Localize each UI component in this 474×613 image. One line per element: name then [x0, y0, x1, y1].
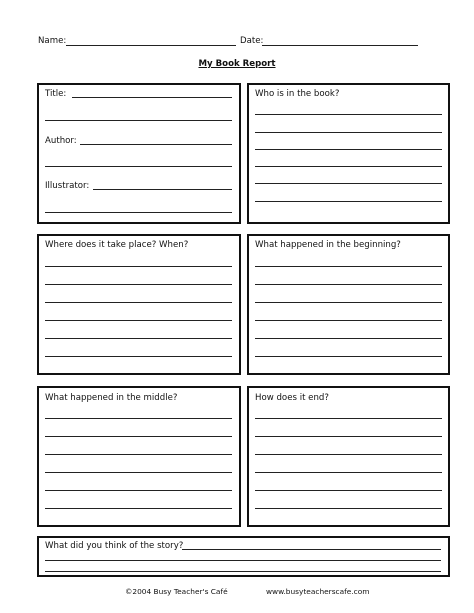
answer-line[interactable]: [45, 284, 232, 285]
author-field-line[interactable]: [80, 144, 232, 145]
answer-line[interactable]: [255, 454, 442, 455]
answer-line[interactable]: [45, 571, 441, 572]
answer-line[interactable]: [255, 508, 442, 509]
who-prompt: Who is in the book?: [255, 89, 340, 99]
answer-line[interactable]: [255, 320, 442, 321]
answer-line[interactable]: [255, 302, 442, 303]
copyright-text: ©2004 Busy Teacher's Café: [125, 587, 228, 596]
title-label: Title:: [45, 89, 67, 99]
answer-line[interactable]: [45, 266, 232, 267]
title-field-line[interactable]: [72, 97, 232, 98]
middle-prompt: What happened in the middle?: [45, 393, 178, 403]
answer-line[interactable]: [45, 490, 232, 491]
answer-line[interactable]: [255, 356, 442, 357]
answer-line[interactable]: [255, 132, 442, 133]
answer-line[interactable]: [45, 436, 232, 437]
end-prompt: How does it end?: [255, 393, 329, 403]
answer-line[interactable]: [45, 320, 232, 321]
answer-line[interactable]: [45, 302, 232, 303]
answer-line[interactable]: [45, 418, 232, 419]
answer-line[interactable]: [255, 149, 442, 150]
answer-line[interactable]: [255, 266, 442, 267]
answer-line[interactable]: [45, 356, 232, 357]
answer-line[interactable]: [45, 560, 441, 561]
answer-line[interactable]: [255, 436, 442, 437]
answer-line[interactable]: [182, 549, 441, 550]
answer-line[interactable]: [255, 201, 442, 202]
where-prompt: Where does it take place? When?: [45, 240, 189, 250]
setting-box: [37, 234, 241, 375]
name-field-line[interactable]: [66, 45, 236, 46]
answer-line[interactable]: [255, 284, 442, 285]
author-label: Author:: [45, 136, 77, 146]
beginning-box: [247, 234, 450, 375]
characters-box: [247, 83, 450, 224]
answer-line[interactable]: [255, 114, 442, 115]
answer-line[interactable]: [45, 338, 232, 339]
answer-line[interactable]: [255, 472, 442, 473]
author-field-line-2[interactable]: [45, 166, 232, 167]
answer-line[interactable]: [255, 183, 442, 184]
answer-line[interactable]: [45, 508, 232, 509]
illustrator-field-line[interactable]: [93, 189, 232, 190]
middle-box: [37, 386, 241, 527]
beginning-prompt: What happened in the beginning?: [255, 240, 401, 250]
answer-line[interactable]: [255, 338, 442, 339]
answer-line[interactable]: [255, 418, 442, 419]
date-field-line[interactable]: [262, 45, 418, 46]
title-field-line-2[interactable]: [45, 120, 232, 121]
illustrator-label: Illustrator:: [45, 181, 90, 191]
name-label: Name:: [38, 36, 67, 46]
answer-line[interactable]: [45, 472, 232, 473]
answer-line[interactable]: [255, 490, 442, 491]
book-info-box: [37, 83, 241, 224]
date-label: Date:: [240, 36, 264, 46]
think-prompt: What did you think of the story?: [45, 541, 184, 551]
ending-box: [247, 386, 450, 527]
page-title: My Book Report: [198, 59, 276, 69]
answer-line[interactable]: [255, 166, 442, 167]
website-link[interactable]: www.busyteacherscafe.com: [266, 587, 370, 596]
answer-line[interactable]: [45, 454, 232, 455]
illustrator-field-line-2[interactable]: [45, 212, 232, 213]
